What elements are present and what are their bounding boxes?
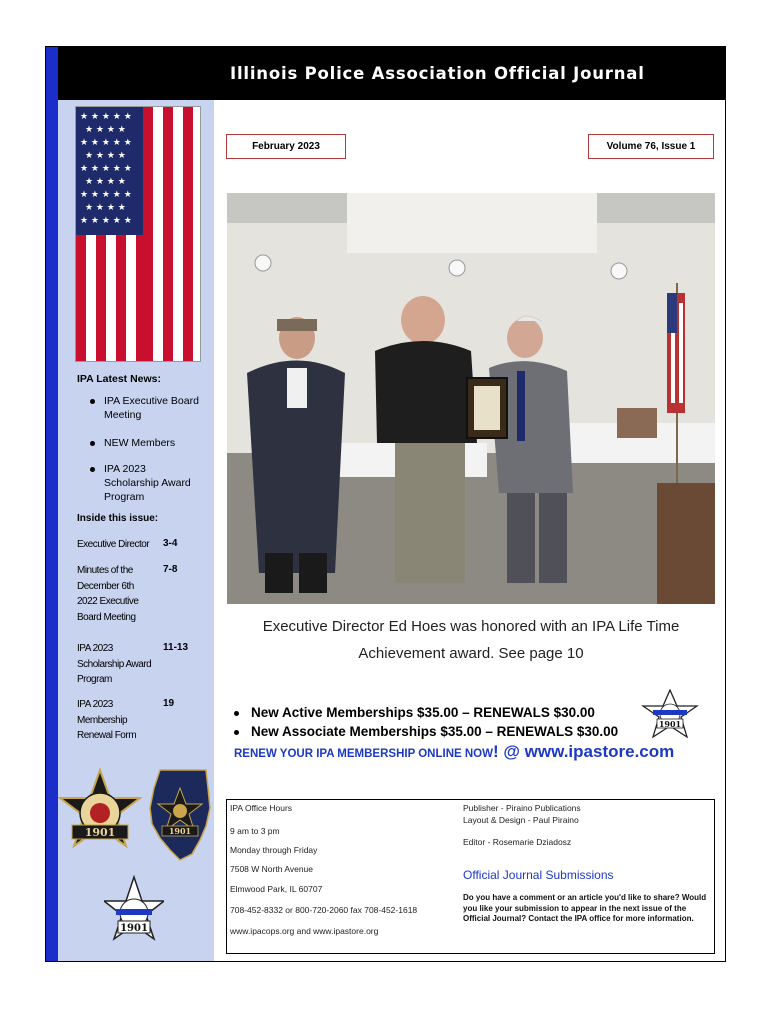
us-flag-image bbox=[75, 106, 201, 362]
office-hours: 9 am to 3 pm bbox=[230, 826, 280, 836]
toc-entry-title: IPA 2023 Scholarship Award Program bbox=[77, 643, 152, 685]
toc-entry-title: Minutes of the December 6th 2022 Executive Board Meeting bbox=[77, 565, 139, 623]
layout-credit: Layout & Design - Paul Piraino bbox=[463, 815, 579, 825]
svg-text:1901: 1901 bbox=[120, 923, 148, 934]
office-phone: 708-452-8332 or 800-720-2060 fax 708-452-1618 bbox=[230, 905, 418, 915]
active-membership-price: New Active Memberships $35.00 – RENEWALS $30.00 bbox=[234, 705, 595, 720]
office-days: Monday through Friday bbox=[230, 845, 318, 855]
svg-text:★ ★ ★ ★: ★ ★ ★ ★ bbox=[85, 151, 126, 161]
associate-membership-price: New Associate Memberships $35.00 – RENEWALS $30.00 bbox=[234, 724, 618, 739]
svg-text:★ ★ ★ ★: ★ ★ ★ ★ bbox=[85, 177, 126, 187]
office-hours-heading: IPA Office Hours bbox=[230, 803, 293, 813]
svg-text:1901: 1901 bbox=[168, 826, 192, 836]
star-badge-small-image bbox=[641, 689, 699, 744]
bullet-icon bbox=[234, 711, 239, 716]
svg-text:1901: 1901 bbox=[658, 719, 682, 729]
svg-text:★ ★ ★ ★ ★: ★ ★ ★ ★ ★ bbox=[80, 112, 132, 122]
photo-caption-line1: Executive Director Ed Hoes was honored with an IPA Life Time bbox=[262, 618, 680, 635]
toc-entry-pages: 3-4 bbox=[163, 538, 178, 549]
toc-entry-title: IPA 2023 Membership Renewal Form bbox=[77, 699, 137, 741]
star-badge-image bbox=[58, 768, 142, 869]
toc-entry-title: Executive Director bbox=[77, 539, 150, 550]
submissions-text: Do you have a comment or an article you'd like to share? Would you like your submission to appear in the next issue of the Official Journal? Contact the IPA office for more information. bbox=[463, 893, 707, 923]
svg-text:★ ★ ★ ★ ★: ★ ★ ★ ★ ★ bbox=[80, 190, 132, 200]
bullet-icon bbox=[90, 467, 95, 472]
svg-text:★ ★ ★ ★: ★ ★ ★ ★ bbox=[85, 125, 126, 135]
issue-volume-box: Volume 76, Issue 1 bbox=[588, 134, 714, 159]
office-city: Elmwood Park, IL 60707 bbox=[230, 884, 323, 894]
bullet-icon bbox=[234, 730, 239, 735]
renew-online-link[interactable]: RENEW YOUR IPA MEMBERSHIP ONLINE NOW! @ www.ipastore.com bbox=[234, 742, 675, 761]
editor-credit: Editor - Rosemarie Dziadosz bbox=[463, 837, 572, 847]
office-websites[interactable]: www.ipacops.org and www.ipastore.org bbox=[230, 926, 379, 936]
toc-entry-pages: 7-8 bbox=[163, 564, 178, 575]
svg-text:1901: 1901 bbox=[84, 826, 116, 839]
illinois-patch-image bbox=[146, 768, 214, 867]
svg-text:★ ★ ★ ★ ★: ★ ★ ★ ★ ★ bbox=[80, 138, 132, 148]
issue-date-box: February 2023 bbox=[226, 134, 346, 159]
svg-text:★ ★ ★ ★ ★: ★ ★ ★ ★ ★ bbox=[80, 216, 132, 226]
award-ceremony-photo bbox=[227, 193, 715, 604]
journal-title: Illinois Police Association Official Journal bbox=[230, 64, 645, 83]
inside-issue-heading: Inside this issue: bbox=[77, 513, 159, 524]
bullet-icon bbox=[90, 441, 95, 446]
office-street: 7508 W North Avenue bbox=[230, 864, 314, 874]
svg-text:★ ★ ★ ★ ★: ★ ★ ★ ★ ★ bbox=[80, 164, 132, 174]
bullet-icon bbox=[90, 399, 95, 404]
svg-text:★ ★ ★ ★: ★ ★ ★ ★ bbox=[85, 203, 126, 213]
photo-caption-line2: Achievement award. See page 10 bbox=[358, 645, 584, 662]
submissions-heading: Official Journal Submissions bbox=[463, 868, 614, 882]
toc-entry-pages: 11-13 bbox=[163, 642, 189, 653]
star-badge-small-image bbox=[104, 875, 164, 966]
latest-news-heading: IPA Latest News: bbox=[77, 373, 162, 385]
toc-entry-pages: 19 bbox=[163, 698, 175, 709]
publisher-credit: Publisher - Piraino Publications bbox=[463, 803, 581, 813]
